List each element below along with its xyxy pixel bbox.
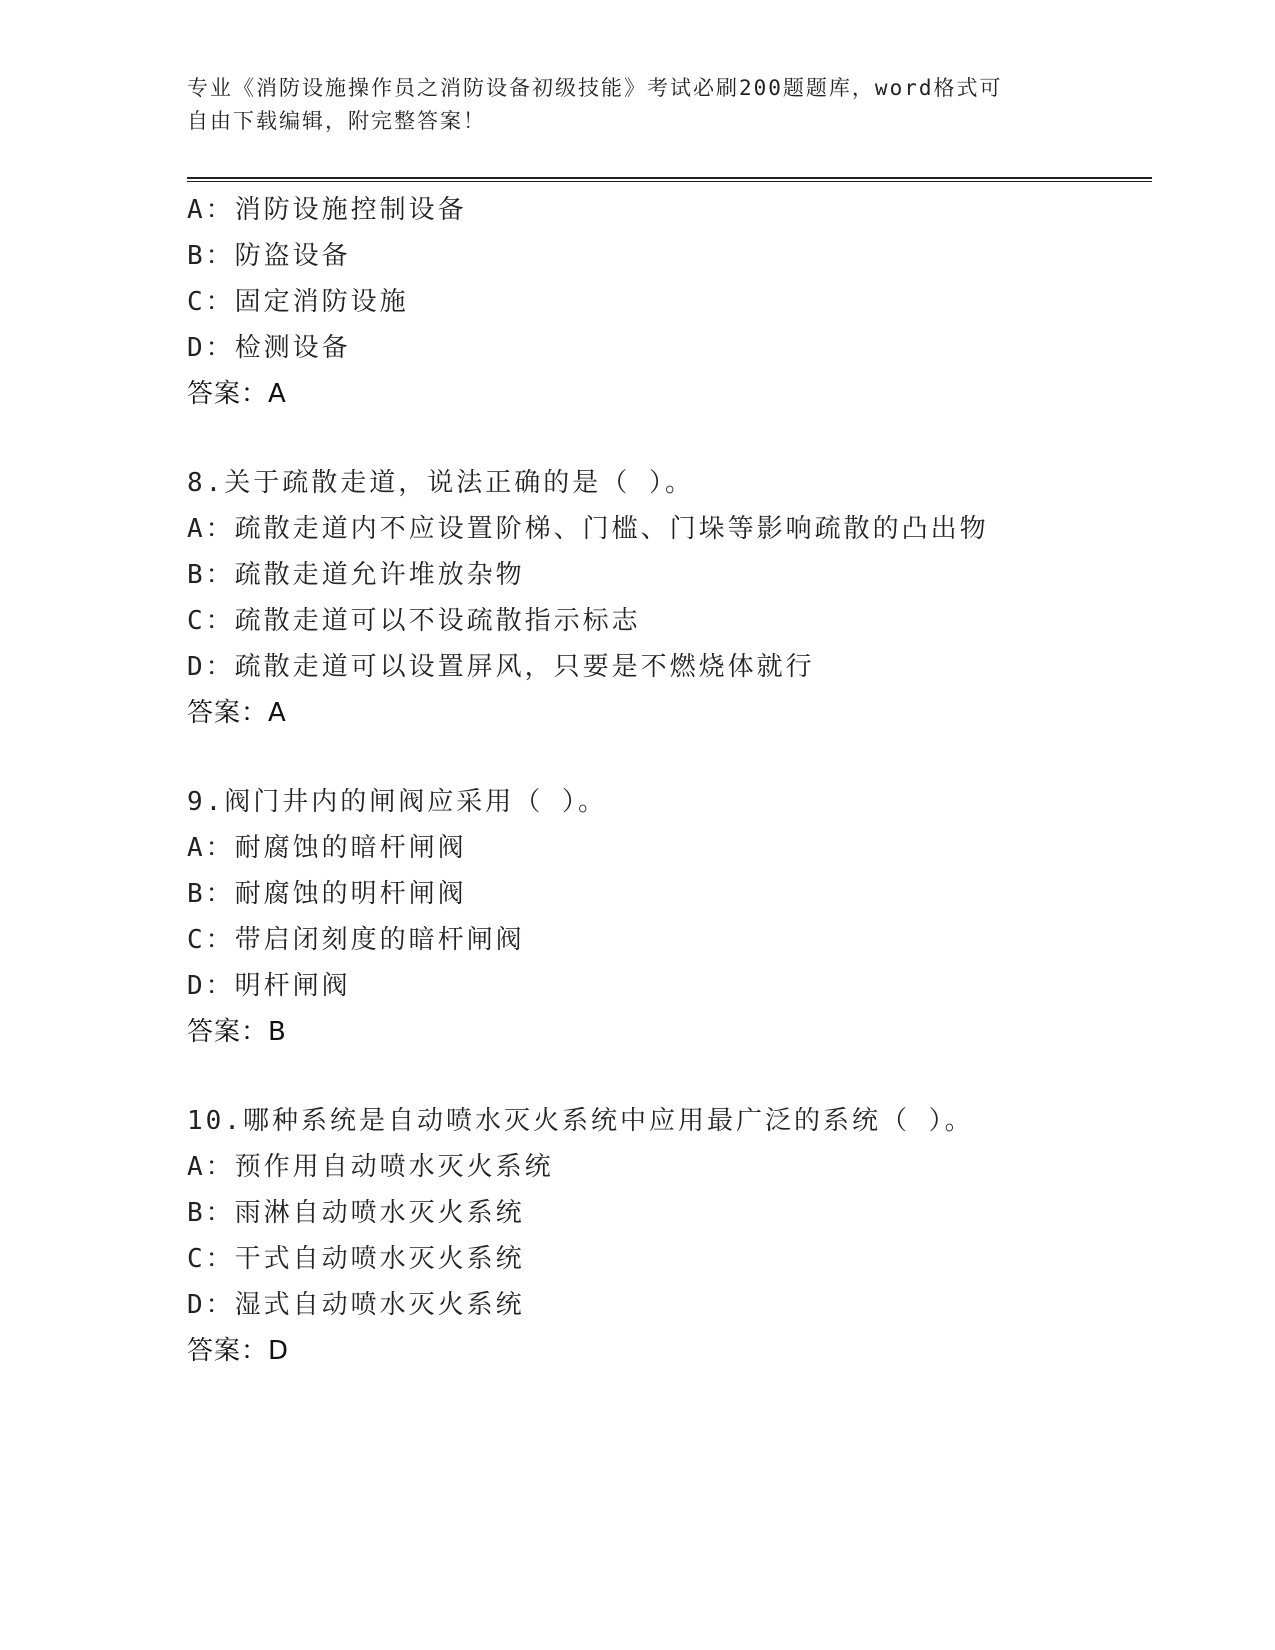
question-9 (187, 779, 1152, 1055)
option-b: B：疏散走道允许堆放杂物 (187, 560, 525, 590)
option-d: D：明杆闸阀 (187, 971, 351, 1001)
question-stem: 8.关于疏散走道，说法正确的是（ ）。 (187, 468, 694, 498)
option-a: A：预作用自动喷水灭火系统 (187, 1152, 554, 1182)
question-stem: 10.哪种系统是自动喷水灭火系统中应用最广泛的系统（ ）。 (187, 1106, 974, 1136)
question-spacer (187, 1055, 1152, 1098)
option-b: B：雨淋自动喷水灭火系统 (187, 1198, 525, 1228)
option-d: D：疏散走道可以设置屏风，只要是不燃烧体就行 (187, 652, 815, 682)
option-c: C：固定消防设施 (187, 287, 409, 317)
question-spacer (187, 736, 1152, 779)
option-a: A：消防设施控制设备 (187, 195, 467, 225)
answer-line: 答案：D (187, 1336, 290, 1366)
option-b: B：防盗设备 (187, 241, 351, 271)
document-header (187, 72, 1067, 138)
question-10 (187, 1098, 1152, 1374)
header-line-2: 自由下载编辑，附完整答案！ (187, 109, 486, 133)
option-c: C：疏散走道可以不设疏散指示标志 (187, 606, 641, 636)
answer-line: 答案：B (187, 1017, 287, 1047)
answer-line: 答案：A (187, 379, 287, 409)
option-a: A：耐腐蚀的暗杆闸阀 (187, 833, 467, 863)
question-8 (187, 460, 1152, 736)
option-a: A：疏散走道内不应设置阶梯、门槛、门垛等影响疏散的凸出物 (187, 514, 989, 544)
answer-line: 答案：A (187, 698, 287, 728)
option-c: C：带启闭刻度的暗杆闸阀 (187, 925, 525, 955)
question-7-continued (187, 187, 1152, 417)
option-d: D：检测设备 (187, 333, 351, 363)
question-stem: 9.阀门井内的闸阀应采用（ ）。 (187, 787, 607, 817)
header-divider (187, 177, 1152, 182)
option-b: B：耐腐蚀的明杆闸阀 (187, 879, 467, 909)
option-c: C：干式自动喷水灭火系统 (187, 1244, 525, 1274)
document-body (187, 187, 1152, 1374)
header-line-1: 专业《消防设施操作员之消防设备初级技能》考试必刷200题题库，word格式可 (187, 76, 1003, 100)
question-spacer (187, 417, 1152, 460)
option-d: D：湿式自动喷水灭火系统 (187, 1290, 525, 1320)
